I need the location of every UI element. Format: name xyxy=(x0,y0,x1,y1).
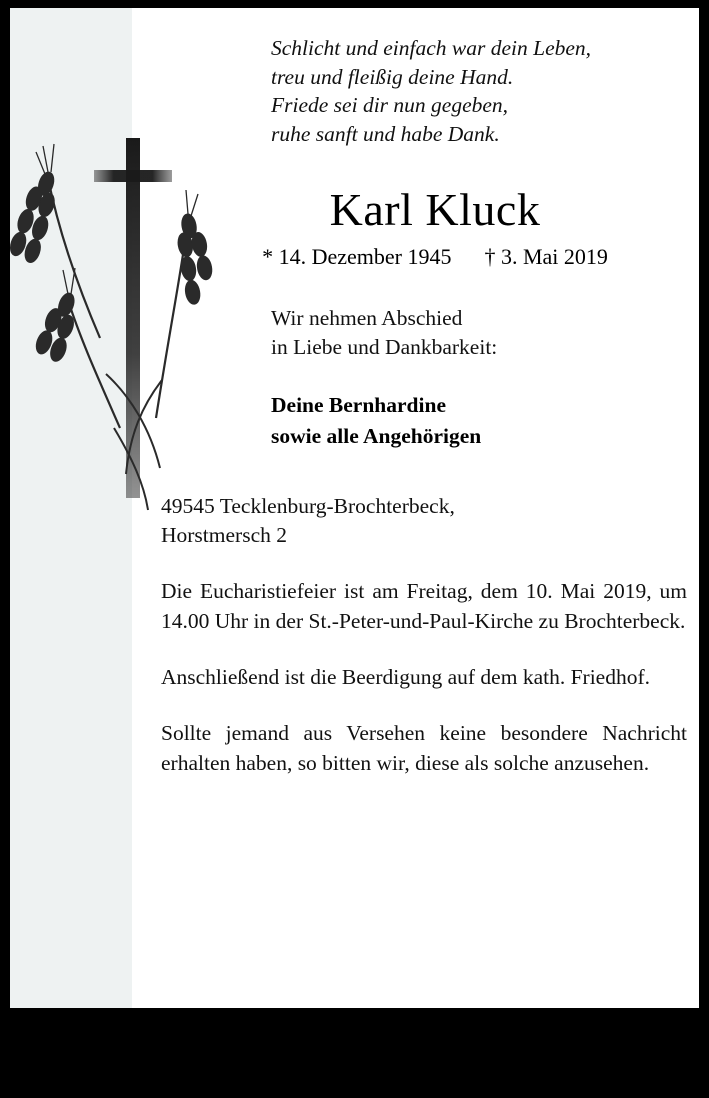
death-symbol: † xyxy=(484,244,496,269)
notice-paragraph: Sollte jemand aus Versehen keine besondere Nachricht erhalten haben, so bitten wir, diese als solche anzusehen. xyxy=(161,721,687,775)
farewell-line-2: in Liebe und Dankbarkeit: xyxy=(271,335,498,359)
service-paragraph: Die Eucharistiefeier ist am Freitag, dem 10. Mai 2019, um 14.00 Uhr in der St.-Peter-und-Paul-Kirche zu Brochterbeck. xyxy=(161,579,687,633)
address-line-1: 49545 Tecklenburg-Brochterbeck, xyxy=(161,494,455,518)
obituary-card xyxy=(10,8,699,1008)
mourner-line-2: sowie alle Angehörigen xyxy=(271,424,482,448)
birth-date: 14. Dezember 1945 xyxy=(278,244,452,269)
verse-line-4: ruhe sanft und habe Dank. xyxy=(271,121,500,146)
verse-block xyxy=(271,34,687,148)
verse-line-1: Schlicht und einfach war dein Leben, xyxy=(271,36,592,60)
life-dates xyxy=(183,244,687,270)
farewell-block xyxy=(271,304,687,362)
verse-line-3: Friede sei dir nun gegeben, xyxy=(271,93,509,117)
verse-line-2: treu und fleißig deine Hand. xyxy=(271,64,514,89)
birth-symbol: * xyxy=(262,244,274,269)
deceased-name: Karl Kluck xyxy=(329,184,541,235)
death-date: 3. Mai 2019 xyxy=(500,244,608,269)
mourners-block xyxy=(271,390,687,452)
bottom-black-notch xyxy=(378,1008,709,1098)
address-line-2: Horstmersch 2 xyxy=(161,523,287,547)
mourner-line-1: Deine Bernhardine xyxy=(271,393,446,417)
farewell-line-1: Wir nehmen Abschied xyxy=(271,306,463,330)
obituary-text-content xyxy=(153,34,687,778)
burial-paragraph: Anschließend ist die Beerdigung auf dem kath. Friedhof. xyxy=(161,665,651,689)
address-block xyxy=(161,492,687,550)
